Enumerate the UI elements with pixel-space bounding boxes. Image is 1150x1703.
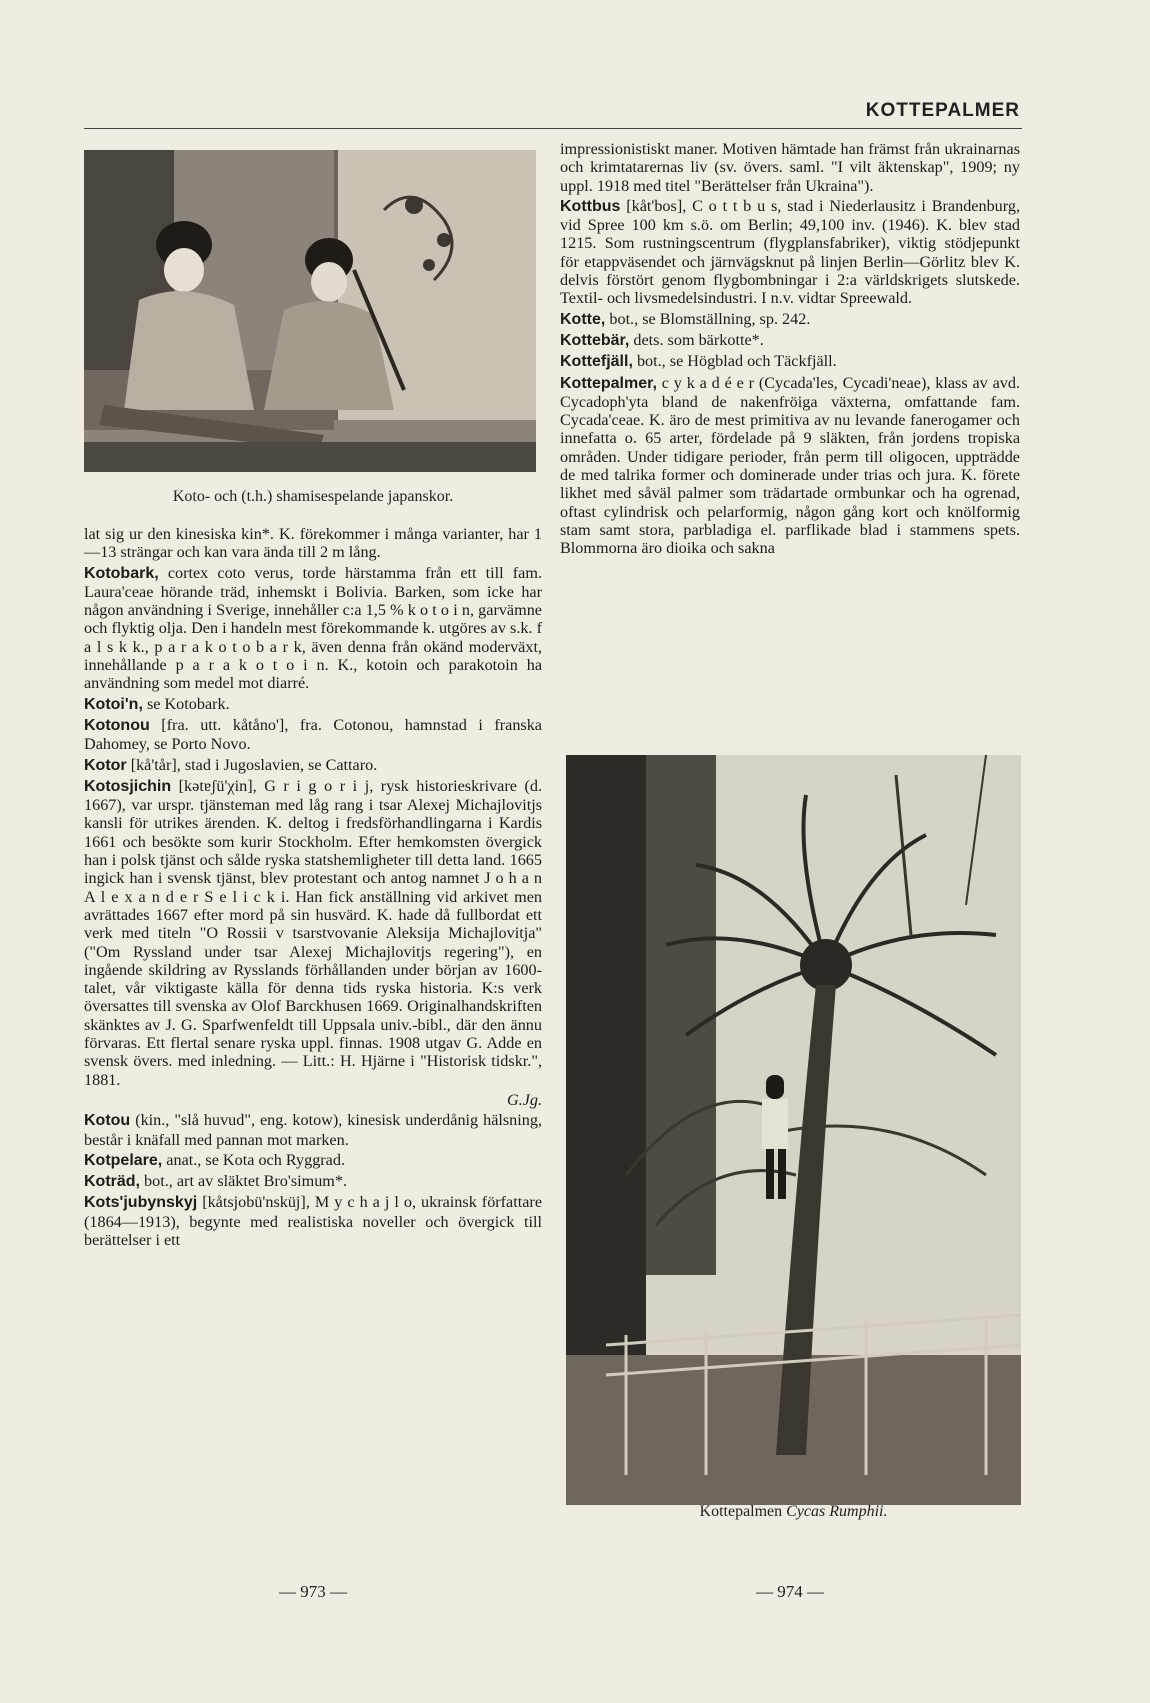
koto-photo <box>84 150 536 472</box>
entry-kotobark: Kotobark, cortex coto verus, torde härstamma från ett till fam. Laura'ceae hörande träd, inhemskt i Bolivia. Barken, som icke har någon användning i Sverige, innehåller c:a 1,5 % k o t o i n, garvämne och flyktig olja. Den i handeln mest förekommande k. utgöres av s.k. f a l s k k., p a r a k o t o b a r k, även denna från okänd moderväxt, innehållande p a r a k o t o i n. K., kotoin och parakotoin ha användning som medel mot diarré. <box>84 563 542 693</box>
entry-kottebar: Kottebär, dets. som bärkotte*. <box>560 330 764 349</box>
palm-photo-illustration <box>566 755 1021 1505</box>
entry-continuation: lat sig ur den kinesiska kin*. K. förekommer i många varianter, har 1—13 strängar och kan vara ända till 2 m lång. <box>84 525 542 562</box>
entry-kotonou: Kotonou [fra. utt. kåtåno'], fra. Cotonou, hamnstad i franska Dahomey, se Porto Novo. <box>84 715 542 754</box>
entry-kotosjichin: Kotosjichin [kətɐʃü'χin], G r i g o r i j, rysk historieskrivare (d. 1667), var urspr. tjänsteman med låg rang i tsar Alexej Michajlovitjs kansli för utrikes ärenden. K. deltog i fredsförhandlingarna i Kardis 1661 och besökte som kurir Stockholm. Efter hemkomsten övergick han i polsk tjänst och sålde ryska statshemligheter till detta land. 1665 ingick han i svensk tjänst, blev protestant och antog namnet J o h a n A l e x a n d e r S e l i c k i. Han fick anställning vid arkivet men avrättades 1667 efter mord på sin husvärd. K. hade då fullbordat ett verk med titeln "O Rossii v tsarstvovanie Aleksija Michajlovitja" ("Om Ryssland under tsar Alexej Michajlovitjs regering"), en ingående skildring av Rysslands förhållanden under början av 1600-talet, vår viktigaste källa för denna tids ryska historia. K:s verk översattes till svenska av Olof Barckhusen 1669. Originalhandskriften skänktes av J. G. Sparfwenfeldt till Uppsala univ.-bibl., där den ännu förvaras. Ett flertal senare ryska uppl. finnas. 1908 utgav G. Adde en svensk övers. med inledning. — Litt.: H. Hjärne i "Historisk tidskr.", 1881. <box>84 776 543 1089</box>
left-column <box>84 525 542 1251</box>
entry-kotrad: Koträd, bot., art av släktet Bro'simum*. <box>84 1172 348 1191</box>
running-head: KOTTEPALMER <box>865 100 1020 121</box>
entry-kotou: Kotou (kin., "slå huvud", eng. kotow), kinesisk underdånig hälsning, består i knäfall med pannan mot marken. <box>84 1111 542 1149</box>
signature: G.Jg. <box>506 1090 542 1109</box>
entry-kotpelare: Kotpelare, anat., se Kota och Ryggrad. <box>84 1150 346 1169</box>
palm-caption-species: Cycas Rumphii. <box>786 1503 888 1520</box>
entry-kottbus: Kottbus [kåt'bos], C o t t b u s, stad i Niederlausitz i Brandenburg, vid Spree 100 km s.ö. om Berlin; 49,100 inv. (1946). K. blev stad 1215. Som rustningscentrum (flygplansfabriker), viktig stödjepunkt för etappväsendet och järnvägsknut på linjen Berlin—Görlitz blev K. delvis förstört genom flygbombningar i 2:a världskrigets slutskede. Textil- och livsmedelsindustri. I n.v. vidtar Spreewald. <box>560 196 1021 308</box>
header-rule <box>84 128 1022 129</box>
page-number-left: — 973 — <box>279 1582 347 1601</box>
entry-kotte: Kotte, bot., se Blomställning, sp. 242. <box>560 309 811 328</box>
entry-kottepalmer: Kottepalmer, c y k a d é e r (Cycada'les, Cycadi'neae), klass av avd. Cycadoph'yta bland de nakenfröiga växterna, omfattande fam. Cycada'ceae. K. äro de mest primitiva av nu levande fanerogamer och innefatta o. 65 arter, fördelade på 9 släkten, från jordens tropiska områden. Under tidigare perioder, från perm till oligocen, uppträdde de med talrika former och dominerade under trias och jura. K. förete likhet med såväl palmer som trädartade ormbunkar och ha ogrenad, oftast cylindrisk och pelarformig, någon gång kort och knölformig stam samt stora, parbladiga el. parflikade blad i stammens spets. Blommorna äro dioika och sakna <box>560 373 1021 558</box>
palm-caption-text: Kottepalmen <box>699 1503 787 1520</box>
koto-caption: Koto- och (t.h.) shamisespelande japanskor. <box>172 488 454 505</box>
entry-continuation-right: impressionistiskt maner. Motiven hämtade han främst från ukrainarnas och krimtatarernas liv (sv. övers. saml. "I vilt äktenskap", 1909; ny uppl. 1918 med titel "Berättelser från Ukraina"). <box>560 140 1020 195</box>
page-number-right: — 974 — <box>756 1582 824 1601</box>
koto-photo-illustration <box>84 150 536 472</box>
entry-kotor: Kotor [kå'tår], stad i Jugoslavien, se Cattaro. <box>84 755 378 774</box>
entry-kotoin: Kotoi'n, se Kotobark. <box>84 694 230 713</box>
entry-kottefjall: Kottefjäll, bot., se Högblad och Täckfjäll. <box>560 352 837 371</box>
palm-caption <box>566 1503 1021 1521</box>
right-column <box>560 140 1020 560</box>
palm-photo <box>566 755 1021 1505</box>
entry-kotsjubynskyj: Kots'jubynskyj [kåtsjobü'nsküj], M y c h a j l o, ukrainsk författare (1864—1913), begynte med realistiska noveller och övergick till berättelser i ett <box>84 1193 543 1249</box>
